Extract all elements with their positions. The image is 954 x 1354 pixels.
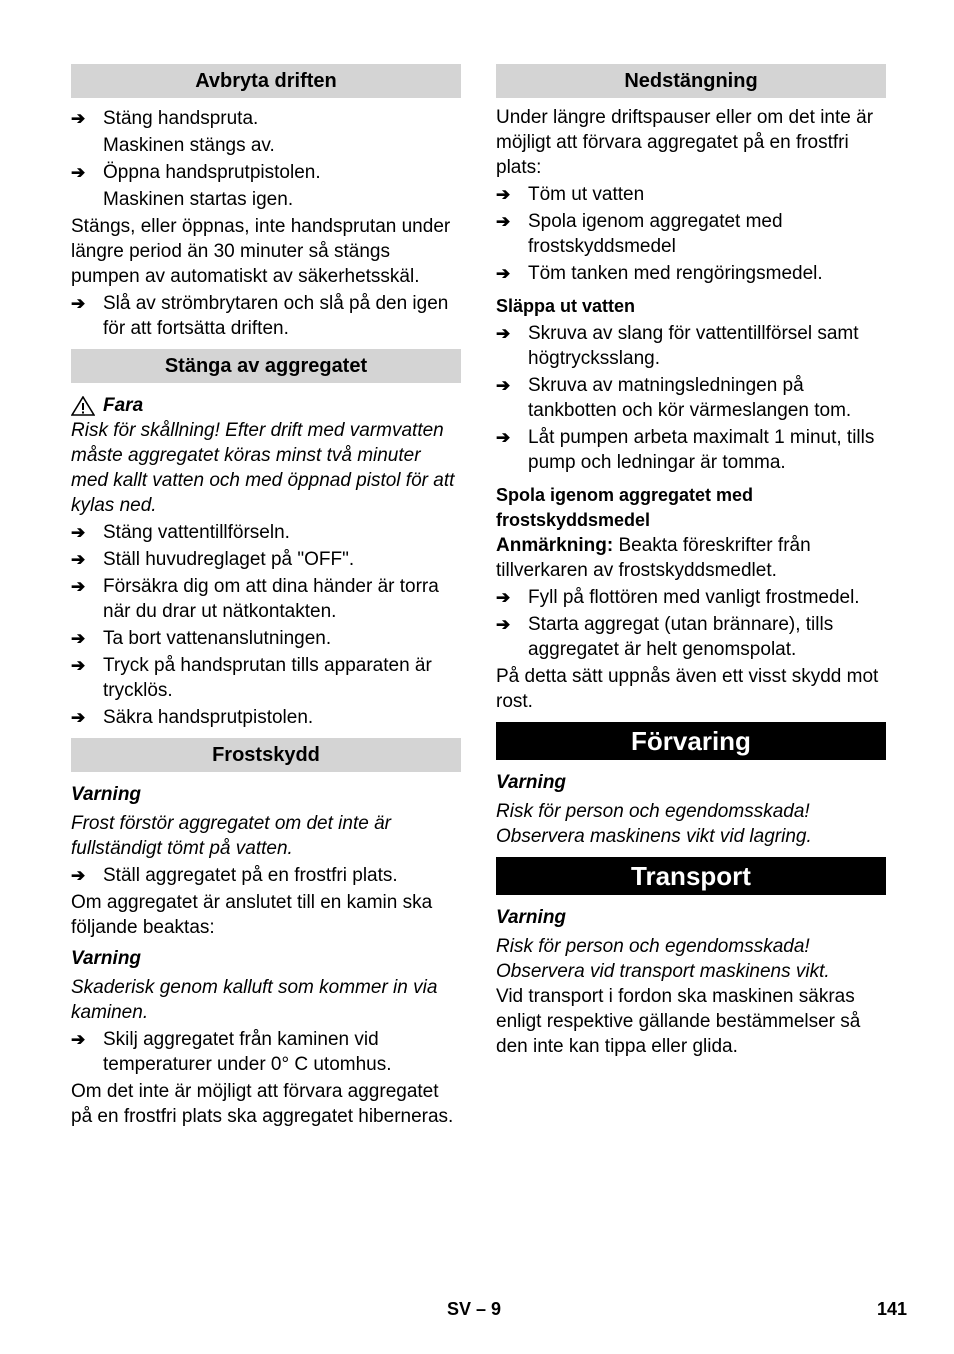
step-item: ➔ Ställ huvudreglaget på "OFF". (71, 549, 355, 570)
arrow-right-icon: ➔ (496, 428, 511, 447)
arrow-right-icon: ➔ (496, 212, 511, 231)
arrow-right-icon: ➔ (496, 615, 511, 634)
step-result: Maskinen stängs av. (103, 135, 275, 156)
arrow-right-icon: ➔ (71, 577, 86, 596)
arrow-right-icon: ➔ (71, 656, 86, 675)
step-result: Maskinen startas igen. (103, 189, 294, 210)
step-item: ➔ Töm ut vatten (496, 184, 645, 205)
note-paragraph: Anmärkning: Beakta föreskrifter från tillverkaren av frostskyddsmedlet. (496, 535, 811, 581)
step-item: ➔ Stäng vattentillförseln. (71, 522, 290, 543)
arrow-right-icon: ➔ (71, 523, 86, 542)
paragraph: Under längre driftspauser eller om det inte är möjligt att förvara aggregatet på en frostfri plats: (496, 107, 874, 178)
step-item: ➔ Öppna handsprutpistolen. (71, 162, 321, 183)
arrow-right-icon: ➔ (496, 324, 511, 343)
step-item: ➔ Fyll på flottören med vanligt frostmedel. (496, 587, 860, 608)
step-item: ➔ Skilj aggregatet från kaminen vid temperaturer under 0° C utomhus. (71, 1029, 392, 1075)
left-column (71, 64, 461, 1129)
arrow-right-icon: ➔ (71, 294, 86, 313)
heading-stanga-av: Stänga av aggregatet (71, 349, 461, 383)
subheading-spola-igenom: Spola igenom aggregatet med frostskyddsmedel (496, 485, 754, 530)
footer-page-number: 141 (877, 1299, 908, 1319)
step-item: ➔ Töm tanken med rengöringsmedel. (496, 263, 823, 284)
warning-text: Skaderisk genom kalluft som kommer in via kaminen. (71, 977, 438, 1023)
warning-text: Risk för person och egendomsskada! Observera vid transport maskinens vikt. (496, 936, 830, 982)
step-item: ➔ Säkra handsprutpistolen. (71, 707, 314, 728)
step-item: ➔ Slå av strömbrytaren och slå på den igen för att fortsätta driften. (71, 293, 449, 339)
step-item: ➔ Stäng handspruta. (71, 108, 259, 129)
arrow-right-icon: ➔ (71, 163, 86, 182)
note-label: Anmärkning: (496, 535, 614, 556)
warning-label: Varning (71, 784, 142, 805)
footer-language-page: SV – 9 (447, 1299, 502, 1319)
warning-triangle-icon (71, 396, 95, 416)
warning-text: Risk för person och egendomsskada! Observera maskinens vikt vid lagring. (496, 801, 812, 847)
arrow-right-icon: ➔ (71, 708, 86, 727)
step-item: ➔ Skruva av matningsledningen på tankbotten och kör värmeslangen tom. (496, 375, 852, 421)
subheading-slappa-ut-vatten: Släppa ut vatten (496, 296, 636, 316)
heading-nedstangning: Nedstängning (496, 64, 886, 98)
warning-text: Frost förstör aggregatet om det inte är fullständigt tömt på vatten. (71, 813, 391, 859)
step-item: ➔ Starta aggregat (utan brännare), tills aggregatet är helt genomspolat. (496, 614, 834, 660)
paragraph: Om det inte är möjligt att förvara aggregatet på en frostfri plats ska aggregatet hiberneras. (71, 1081, 454, 1127)
heading-frostskydd: Frostskydd (71, 738, 461, 772)
paragraph: Om aggregatet är anslutet till en kamin ska följande beaktas: (71, 892, 433, 938)
paragraph: På detta sätt uppnås även ett visst skydd mot rost. (496, 666, 879, 712)
step-item: ➔ Skruva av slang för vattentillförsel samt högtrycksslang. (496, 323, 859, 369)
step-item: ➔ Försäkra dig om att dina händer är torra när du drar ut nätkontakten. (71, 576, 439, 622)
arrow-right-icon: ➔ (71, 550, 86, 569)
warning-label: Varning (496, 907, 567, 928)
arrow-right-icon: ➔ (496, 185, 511, 204)
right-column (496, 64, 886, 1059)
step-item: ➔ Tryck på handsprutan tills apparaten är trycklös. (71, 655, 432, 701)
warning-label: Varning (71, 948, 142, 969)
step-item: ➔ Ställ aggregatet på en frostfri plats. (71, 865, 398, 886)
arrow-right-icon: ➔ (71, 109, 86, 128)
step-item: ➔ Ta bort vattenanslutningen. (71, 628, 332, 649)
heading-avbryta-driften: Avbryta driften (71, 64, 461, 98)
arrow-right-icon: ➔ (71, 629, 86, 648)
danger-text: Risk för skållning! Efter drift med varmvatten måste aggregatet köras minst två minuter med kallt vatten och med öppnad pistol för att kylas ned. (71, 420, 455, 516)
arrow-right-icon: ➔ (71, 1030, 86, 1049)
arrow-right-icon: ➔ (71, 866, 86, 885)
paragraph: Stängs, eller öppnas, inte handsprutan under längre period än 30 minuter så stängs pumpen av automatiskt av säkerhetsskäl. (71, 216, 451, 287)
step-item: ➔ Spola igenom aggregatet med frostskyddsmedel (496, 211, 783, 257)
paragraph: Vid transport i fordon ska maskinen säkras enligt respektive gällande bestämmelser så den inte kan tippa eller glida. (496, 986, 861, 1057)
heading-forvaring: Förvaring (496, 722, 886, 760)
step-item: ➔ Låt pumpen arbeta maximalt 1 minut, tills pump och ledningar är tomma. (496, 427, 875, 473)
danger-label: Fara (71, 393, 461, 418)
heading-transport: Transport (496, 857, 886, 895)
arrow-right-icon: ➔ (496, 588, 511, 607)
arrow-right-icon: ➔ (496, 376, 511, 395)
arrow-right-icon: ➔ (496, 264, 511, 283)
warning-label: Varning (496, 772, 567, 793)
